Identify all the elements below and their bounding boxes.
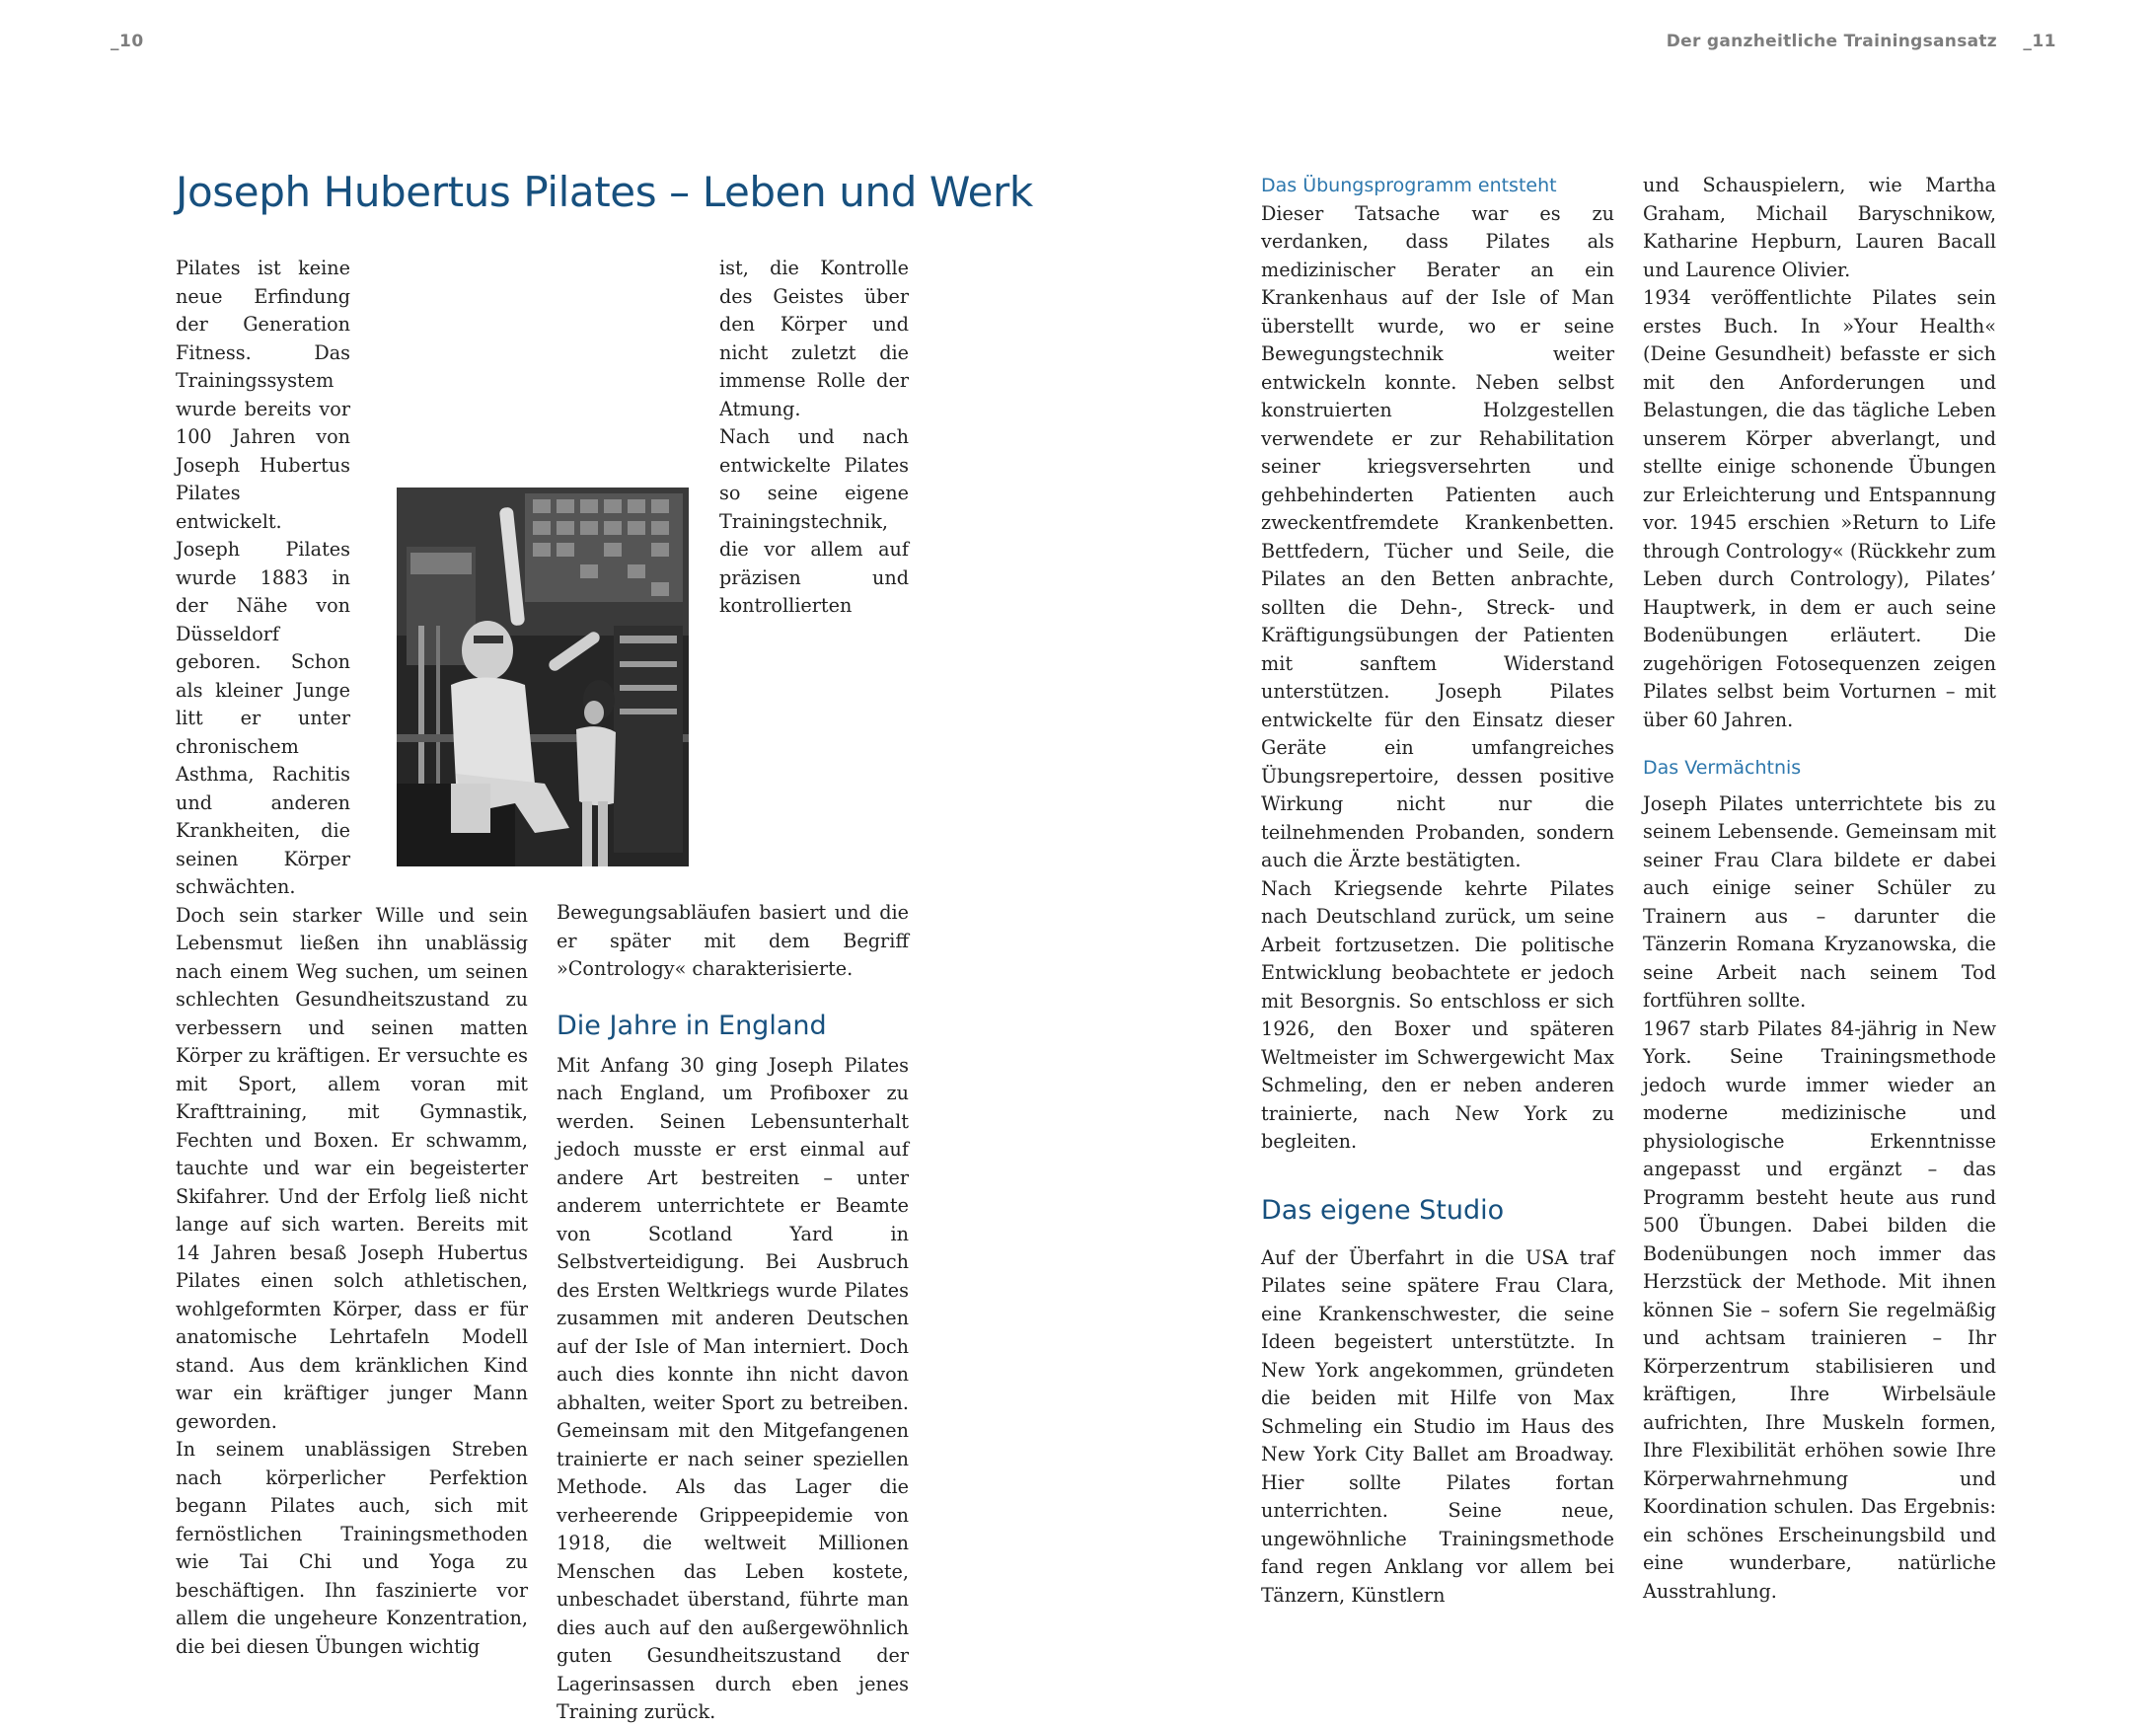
paragraph: Auf der Überfahrt in die USA traf Pilates seine spätere Frau Clara, eine Krankenschwester, die seine Ideen begeistert unterstützte. In New York angekommen, gründeten die beiden mit Hilfe von Max Schmeling ein Studio im Haus des New York City Ballet am Broadway. Hier sollte Pilates fortan unterrichten. Seine neue, ungewöhnliche Trainingsmethode fand regen Anklang vor allem bei Tänzern, Künstlern <box>1261 1245 1614 1607</box>
chapter-title: Joseph Hubertus Pilates – Leben und Werk <box>176 168 1033 216</box>
paragraph: 1967 starb Pilates 84-jährig in New York. Seine Trainingsmethode jedoch wurde immer wieder an moderne medizinische und physiologische Erkenntnisse angepasst und ergänzt – das Programm besteht heute aus rund 500 Übungen. Dabei bilden die Bodenübungen noch immer das Herzstück der Methode. Mit ihnen können Sie – sofern Sie regelmäßig und achtsam trainieren – Ihr Körperzentrum stabilisieren und kräftigen, Ihre Wirbelsäule aufrichten, Ihre Muskeln formen, Ihre Flexibilität erhöhen sowie Ihre Körperwahrnehmung und Koordination schulen. Das Ergebnis: ein schönes Erscheinungsbild und eine wunderbare, natürliche Ausstrahlung. <box>1643 1016 1996 1603</box>
paragraph: Nach Kriegsende kehrte Pilates nach Deutschland zurück, um seine Arbeit fortzusetzen. Die politische Entwicklung beobachtete er jedoch mit Besorgnis. So entschloss er sich 1926, den Boxer und späteren Weltmeister im Schwergewicht Max Schmeling, den er neben anderen trainierte, nach New York zu begleiten. <box>1261 876 1614 1153</box>
subsection-heading: Das Vermächtnis <box>1643 757 1802 779</box>
pilates-photo <box>397 488 689 866</box>
left-page-column-2 <box>557 255 909 1727</box>
paragraph: ist, die Kontrolle des Geistes über den Körper und nicht zuletzt die immense Rolle der Atmung. <box>719 257 909 420</box>
left-page-number: _10 <box>111 32 144 51</box>
right-page-column-1 <box>1261 172 1614 1610</box>
section-heading: Das eigene Studio <box>1261 1194 1505 1226</box>
subsection-heading: Das Übungsprogramm entsteht <box>1261 175 1557 196</box>
paragraph: und Schauspielern, wie Martha Graham, Michail Baryschnikow, Katharine Hepburn, Lauren Bacall und Laurence Olivier. <box>1643 174 1996 281</box>
paragraph: In seinem unablässigen Streben nach körperlicher Perfektion begann Pilates auch, sich mit fernöstlichen Trainingsmethoden wie Tai Chi und Yoga zu beschäftigen. Ihn faszinierte vor allem die ungeheure Konzentration, die bei diesen Übungen wichtig <box>176 1438 528 1658</box>
paragraph: Dieser Tatsache war es zu verdanken, dass Pilates als medizinischer Berater an ein Krankenhaus auf der Isle of Man überstellt wurde, wo er seine Bewegungstechnik weiter entwickeln konnte. Neben selbst konstruierten Holzgestellen verwendete er zur Rehabilitation seiner kriegsversehrten und gehbehinderten Patienten auch zweckentfremdete Krankenbetten. Bettfedern, Tücher und Seile, die Pilates an den Betten anbrachte, sollten die Dehn-, Streck- und Kräftigungsübungen der Patienten mit sanftem Widerstand unterstützen. Joseph Pilates entwickelte für den Einsatz dieser Geräte ein umfangreiches Übungsrepertoire, dessen positive Wirkung nicht nur die teilnehmenden Probanden, sondern auch die Ärzte bestätigten. <box>1261 201 1614 871</box>
right-page-number: _11 <box>2023 32 2056 51</box>
running-head: Der ganzheitliche Trainingsansatz <box>1666 32 1997 51</box>
paragraph: Joseph Pilates unterrichtete bis zu seinem Lebensende. Gemeinsam mit seiner Frau Clara bildete er dabei auch einige seiner Schüler zu Trainern aus – darunter die Tänzerin Romana Kryzanowska, die seine Arbeit nach seinem Tod fortführen sollte. <box>1643 791 1996 1012</box>
right-page-column-2 <box>1643 172 1996 1606</box>
paragraph: 1934 veröffentlichte Pilates sein erstes Buch. In »Your Health« (Deine Gesundheit) befasste er sich mit den Anforderungen und Belastungen, die das tägliche Leben unserem Körper abverlangt, und stellte einige schonende Übungen zur Erleichterung und Entspannung vor. 1945 erschien »Return to Life through Contrology« (Rückkehr zum Leben durch Contrology), Pilates’ Hauptwerk, in dem er auch seine Bodenübungen erläutert. Die zugehörigen Fotosequenzen zeigen Pilates selbst beim Vorturnen – mit über 60 Jahren. <box>1643 286 1996 731</box>
section-heading: Die Jahre in England <box>557 1010 827 1041</box>
left-page-column-1 <box>176 255 528 1661</box>
paragraph: Mit Anfang 30 ging Joseph Pilates nach England, um Profiboxer zu werden. Seinen Lebensunterhalt jedoch musste er erst einmal auf andere Art bestreiten – unter anderem unterrichtete er Beamte von Scotland Yard in Selbstverteidigung. Bei Ausbruch des Ersten Weltkriegs wurde Pilates zusammen mit anderen Deutschen auf der Isle of Man interniert. Doch auch dies konnte ihn nicht davon abhalten, weiter Sport zu betreiben. Gemeinsam mit den Mitgefangenen trainierte er nach seiner speziellen Methode. Als das Lager die verheerende Grippeepidemie von 1918, die weltweit Millionen Menschen das Leben kostete, unbeschadet überstand, führte man dies auch auf den außergewöhnlich guten Gesundheitszustand der Lagerinsassen durch eben jenes Training zurück. <box>557 1053 909 1723</box>
paragraph: Pilates ist keine neue Erfindung der Generation Fitness. Das Trainingssystem wurde bereits vor 100 Jahren von Joseph Hubertus Pilates entwickelt. Joseph Pilates wurde 1883 in der Nähe von Düsseldorf geboren. Schon als kleiner Junge litt er unter chronischem Asthma, Rachitis und anderen Krankheiten, die seinen Körper schwächten. Doch sein starker Wille und sein Lebensmut ließen ihn unablässig nach einem Weg suchen, um seinen schlechten Gesundheitszustand zu verbessern und seinen matten Körper zu kräftigen. Er versuchte es mit Sport, allem voran mit Krafttraining, mit Gymnastik, Fechten und Boxen. Er schwamm, tauchte und war ein begeisterter Skifahrer. Und der Erfolg ließ nicht lange auf sich warten. Bereits mit 14 Jahren besaß Joseph Hubertus Pilates einen solch athletischen, wohlgeformten Körper, dass er für anatomische Lehrtafeln Modell stand. Aus dem kränklichen Kind war ein kräftiger junger Mann geworden. <box>176 257 528 1433</box>
paragraph: Nach und nach entwickelte Pilates so seine eigene Trainingstechnik, die vor allem auf präzisen und kontrollierten Bewegungsabläufen basiert und die er später mit dem Begriff »Contrology« charakterisierte. <box>557 425 909 980</box>
